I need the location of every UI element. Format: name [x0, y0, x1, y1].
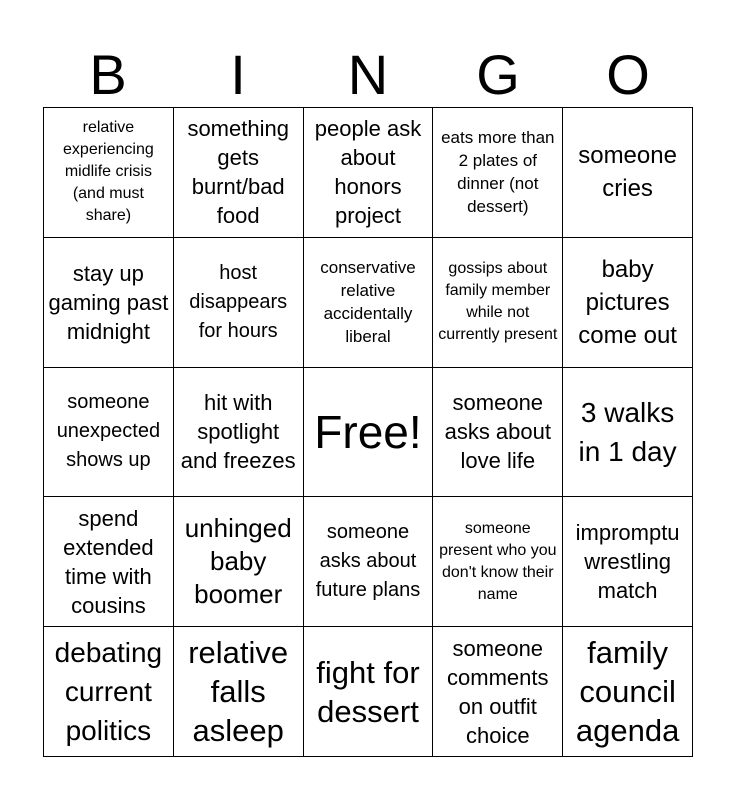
bingo-cell[interactable] — [433, 238, 563, 368]
header-letter-n: N — [347, 43, 389, 106]
bingo-cell[interactable] — [174, 497, 304, 627]
cell-text: impromptu wrestling match — [575, 520, 680, 604]
free-space-cell[interactable] — [304, 368, 434, 498]
cell-text: hit with spotlight and freezes — [180, 390, 296, 474]
bingo-cell[interactable] — [563, 238, 693, 368]
bingo-cell[interactable] — [174, 238, 304, 368]
bingo-cell[interactable] — [44, 497, 174, 627]
cell-text: spend extended time with cousins — [63, 505, 154, 618]
cell-text: eats more than 2 plates of dinner (not dessert) — [441, 128, 555, 217]
cell-text: unhinged baby boomer — [184, 513, 292, 610]
header-letter-o: O — [606, 43, 650, 106]
bingo-cell[interactable] — [563, 497, 693, 627]
bingo-cell[interactable] — [563, 108, 693, 238]
cell-text: debating current politics — [54, 637, 163, 747]
header-letter-i: I — [230, 43, 246, 106]
bingo-cell[interactable] — [304, 497, 434, 627]
cell-text: stay up gaming past midnight — [48, 260, 169, 344]
bingo-cell[interactable] — [304, 108, 434, 238]
cell-text: something gets burnt/bad food — [187, 116, 289, 229]
bingo-cell[interactable] — [174, 627, 304, 757]
bingo-cell[interactable] — [563, 368, 693, 498]
bingo-cell[interactable] — [44, 627, 174, 757]
bingo-cell[interactable] — [174, 108, 304, 238]
cell-text: family council agenda — [575, 635, 680, 749]
cell-text: baby pictures come out — [578, 255, 677, 349]
cell-text: someone unexpected shows up — [56, 391, 161, 472]
cell-text: someone cries — [578, 142, 677, 203]
cell-text: fight for dessert — [316, 654, 420, 729]
cell-text: people ask about honors project — [314, 116, 422, 229]
bingo-cell[interactable] — [433, 497, 563, 627]
header-letter-g: G — [476, 43, 520, 106]
cell-text: someone present who you don't know their name — [439, 519, 557, 603]
cell-text: someone comments on outfit choice — [447, 635, 549, 748]
cell-text: 3 walks in 1 day — [578, 396, 677, 467]
cell-text: conservative relative accidentally liberal — [320, 258, 416, 347]
cell-text: host disappears for hours — [189, 261, 288, 342]
bingo-cell[interactable] — [433, 368, 563, 498]
cell-text: someone asks about love life — [444, 390, 551, 474]
cell-text: relative falls asleep — [188, 635, 289, 749]
bingo-cell[interactable] — [433, 108, 563, 238]
bingo-cell[interactable] — [563, 627, 693, 757]
bingo-cell[interactable] — [44, 368, 174, 498]
bingo-cell[interactable] — [174, 368, 304, 498]
bingo-cell[interactable] — [304, 238, 434, 368]
cell-text: gossips about family member while not currently present — [438, 260, 558, 344]
bingo-header — [43, 44, 693, 106]
bingo-cell[interactable] — [433, 627, 563, 757]
header-letter-b: B — [89, 43, 127, 106]
bingo-cell[interactable] — [304, 627, 434, 757]
cell-text: someone asks about future plans — [315, 521, 421, 602]
bingo-cell[interactable] — [44, 108, 174, 238]
free-space-text: Free! — [314, 405, 422, 458]
cell-text: relative experiencing midlife crisis (and must share) — [63, 119, 154, 225]
bingo-board — [43, 107, 693, 757]
bingo-cell[interactable] — [44, 238, 174, 368]
